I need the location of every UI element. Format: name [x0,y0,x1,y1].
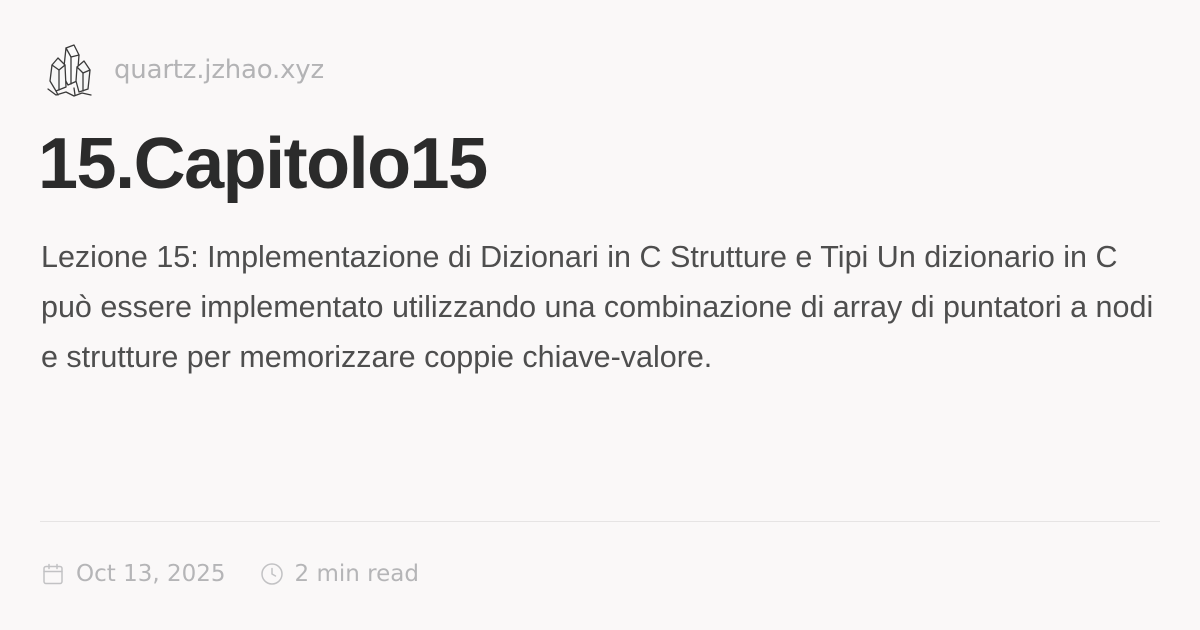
crystal-cluster-icon [44,43,94,97]
reading-time-text: 2 min read [294,561,419,587]
site-header [44,42,324,98]
publish-date [41,561,226,587]
page-title: 15.Capitolo15 [38,124,487,204]
reading-time [260,561,419,587]
site-domain[interactable]: quartz.jzhao.xyz [114,55,324,85]
publish-date-text: Oct 13, 2025 [76,561,226,587]
page-description: Lezione 15: Implementazione di Dizionari in C Strutture e Tipi Un dizionario in C può essere implementato utilizzando una combinazione di array di puntatori a nodi e strutture per memorizzare coppie chiave-valore. [41,240,1154,374]
calendar-icon [41,562,65,586]
divider [40,521,1160,522]
clock-icon [260,562,284,586]
post-meta [41,555,419,593]
